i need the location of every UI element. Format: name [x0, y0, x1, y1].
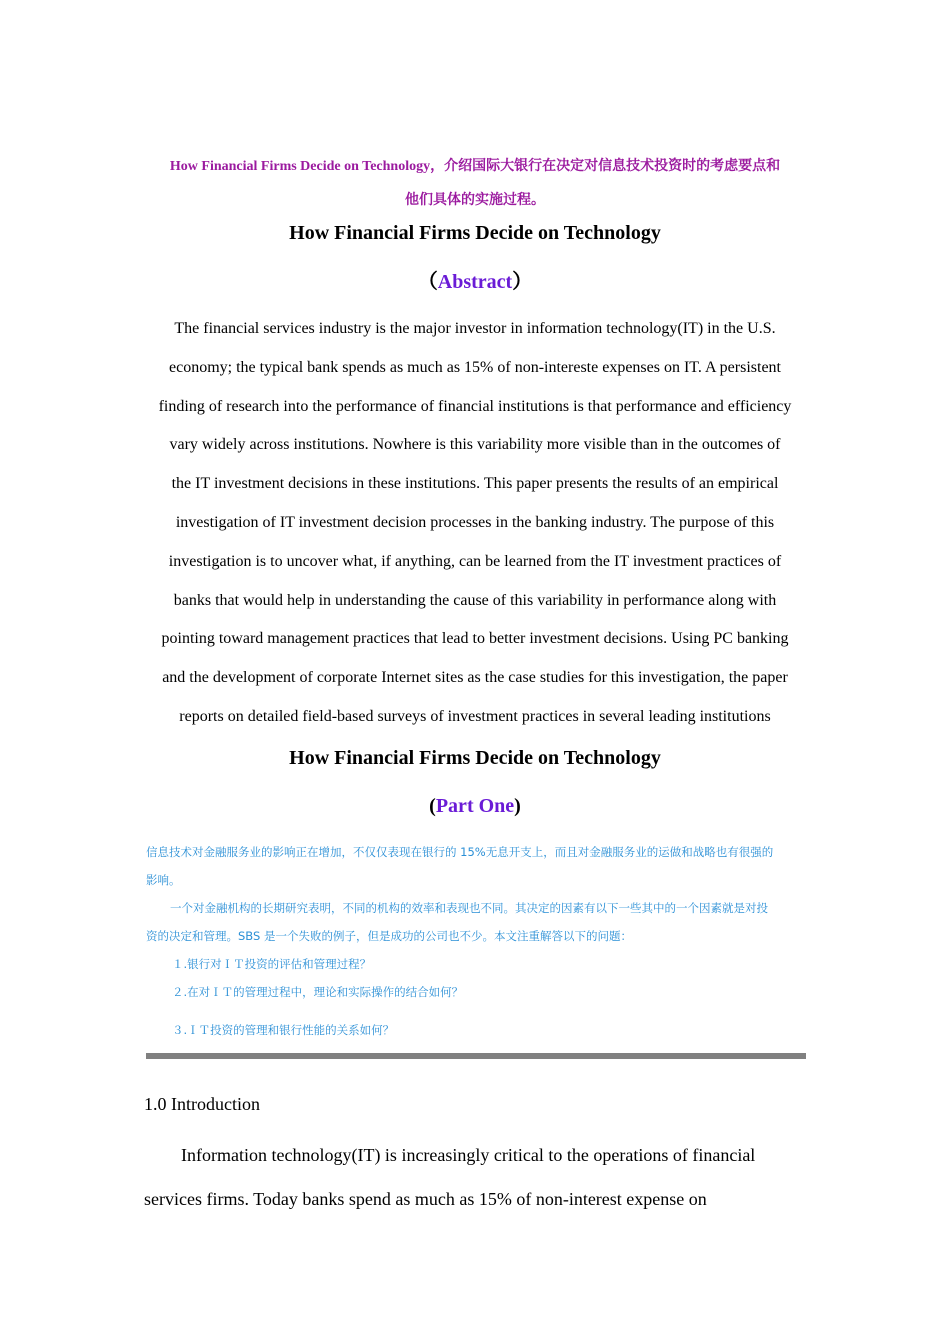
- abstract-heading-close: ）: [512, 271, 533, 293]
- part-heading-close: ): [514, 795, 521, 817]
- intro-note: [140, 150, 810, 218]
- horizontal-rule: [146, 1053, 806, 1059]
- intro-paragraph-line-1: Information technology(IT) is increasingly critical to the operations of financial: [181, 1145, 756, 1165]
- intro-note-line-1: How Financial Firms Decide on Technology，介绍国际大银行在决定对信息技术投资时的考虑要点和: [169, 159, 781, 174]
- abstract-line: investigation is to uncover what, if anything, can be learned from the IT investment practices of: [168, 552, 782, 570]
- abstract-body: [140, 310, 810, 737]
- abstract-line: vary widely across institutions. Nowhere is this variability more visible than in the outcomes of: [169, 436, 781, 454]
- cn-p1-line-1: 信息技术对金融服务业的影响正在增加，不仅仅表现在银行的 15%无息开支上，而且对金融服务业的运做和战略也有很强的: [146, 845, 774, 859]
- cn-question-1: １.银行对ＩＴ投资的评估和管理过程？: [172, 957, 372, 971]
- abstract-line: banks that would help in understanding the cause of this variability in performance along with: [173, 591, 777, 609]
- abstract-heading-open: （: [417, 271, 438, 293]
- part-heading-open: (: [429, 795, 436, 817]
- abstract-line: investigation of IT investment decision processes in the banking industry. The purpose of this: [175, 513, 775, 531]
- part-title: How Financial Firms Decide on Technology: [289, 747, 661, 769]
- document-title: How Financial Firms Decide on Technology: [289, 222, 661, 244]
- abstract-heading: [140, 268, 810, 296]
- intro-paragraph: [144, 1133, 824, 1221]
- abstract-line: finding of research into the performance of financial institutions is that performance and efficiency: [158, 397, 792, 415]
- cn-p1-line-2: 影响。: [146, 873, 181, 887]
- abstract-line: and the development of corporate Internet sites as the case studies for this investigation, the paper: [162, 669, 788, 687]
- abstract-heading-label: Abstract: [437, 271, 513, 293]
- intro-note-line-2: 他们具体的实施过程。: [405, 193, 545, 208]
- section-heading: 1.0 Introduction: [144, 1094, 260, 1114]
- part-heading-label: Part One: [435, 795, 515, 817]
- cn-question-3: ３.ＩＴ投资的管理和银行性能的关系如何？: [172, 1023, 395, 1037]
- abstract-line: economy; the typical bank spends as much as 15% of non-intereste expenses on IT. A persistent: [169, 358, 781, 376]
- cn-p2-line-2: 资的决定和管理。SBS 是一个失败的例子，但是成功的公司也不少。本文注重解答以下的问题：: [146, 929, 632, 943]
- abstract-line: pointing toward management practices that lead to better investment decisions. Using PC banking: [161, 630, 789, 648]
- part-heading: [140, 792, 810, 820]
- cn-question-2: ２.在对ＩＴ的管理过程中，理论和实际操作的结合如何？: [172, 985, 464, 999]
- intro-paragraph-line-2: services firms. Today banks spend as much as 15% of non-interest expense on: [144, 1189, 707, 1209]
- abstract-line: the IT investment decisions in these institutions. This paper presents the results of an empirical: [171, 475, 779, 493]
- chinese-summary: [146, 838, 806, 1044]
- abstract-line: The financial services industry is the major investor in information technology(IT) in the U.S.: [174, 320, 776, 337]
- abstract-line: reports on detailed field-based surveys of investment practices in several leading institutions: [179, 707, 771, 725]
- cn-p2-line-1: 一个对金融机构的长期研究表明，不同的机构的效率和表现也不同。其决定的因素有以下一些其中的一个因素就是对投: [170, 901, 768, 915]
